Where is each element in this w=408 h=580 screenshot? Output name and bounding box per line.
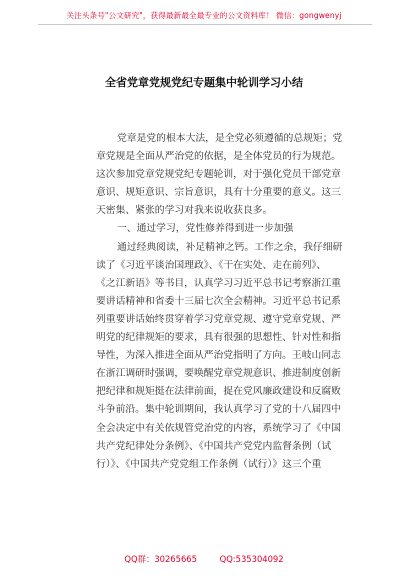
paragraph-3-line-6: 明党的纪律规矩的要求，具有很强的思想性、针对性和指 [96, 332, 341, 344]
section-heading-1: 一、通过学习，党性修养得到进一步加强 [117, 223, 294, 235]
document-title: 全省党章党规党纪专题集中轮训学习小结 [105, 76, 303, 89]
header-divider [38, 24, 372, 25]
paragraph-3-line-11: 全会决定中有关依规管党治党的内容，系统学习了《中国 [96, 422, 341, 434]
paragraph-1-line-4: 意识、规矩意识、宗旨意识，具有十分重要的意义。这三 [96, 187, 341, 199]
paragraph-1-line-3: 这次参加党章党规党纪专题轮训，对于强化党员干部党章 [96, 169, 341, 181]
paragraph-3-line-3: 《之江新语》等书目，认真学习习近平总书记考察浙江重 [96, 277, 341, 289]
paragraph-3-line-2: 读了《习近平谈治国理政》、《干在实处、走在前列》、 [96, 259, 327, 271]
document-body [96, 130, 358, 474]
footer-qq-number: QQ:535304092 [219, 554, 284, 564]
paragraph-1-line-2: 章党规是全面从严治党的依据，是全体党员的行为规范。 [96, 151, 341, 163]
footer-qq-group: QQ群：30265665 [124, 554, 197, 564]
paragraph-3-line-8: 在浙江调研时强调，要唤醒党章党规意识、推进制度创新 [96, 368, 341, 380]
paragraph-1-line-1: 党章是党的根本大法，是全党必须遵循的总规矩；党 [117, 133, 343, 144]
paragraph-3-line-4: 要讲话精神和省委十三届七次全会精神。习近平总书记系 [96, 295, 341, 307]
paragraph-3-line-13: 行）》、《中国共产党党组工作条例（试行）》这三个重 [96, 458, 322, 470]
paragraph-3-line-10: 斗争前沿。集中轮训期间，我认真学习了党的十八届四中 [96, 404, 341, 416]
paragraph-3-line-1: 通过经典阅读，补足精神之钙。工作之余，我仔细研 [117, 241, 343, 253]
paragraph-3-line-9: 把纪律和规矩挺在法律前面，捉在党风廉政建设和反腐败 [96, 386, 341, 398]
paragraph-1-line-5: 天密集、紧张的学习对我来说收获良多。 [96, 205, 273, 217]
footer-contact [0, 553, 408, 565]
paragraph-3-line-5: 列重要讲话始终贯穿着学习党章党规、遵守党章党规、严 [96, 313, 341, 325]
paragraph-3-line-12: 共产党纪律处分条例》、《中国共产党党内监督条例（试 [96, 440, 332, 452]
paragraph-3-line-7: 导性，为深入推进全面从严治党指明了方向。王岐山同志 [96, 350, 341, 362]
header-banner: 关注头条号"公文研究"，获得最新最全最专业的公文资料库！ 微信：gongwenyj [66, 11, 342, 20]
